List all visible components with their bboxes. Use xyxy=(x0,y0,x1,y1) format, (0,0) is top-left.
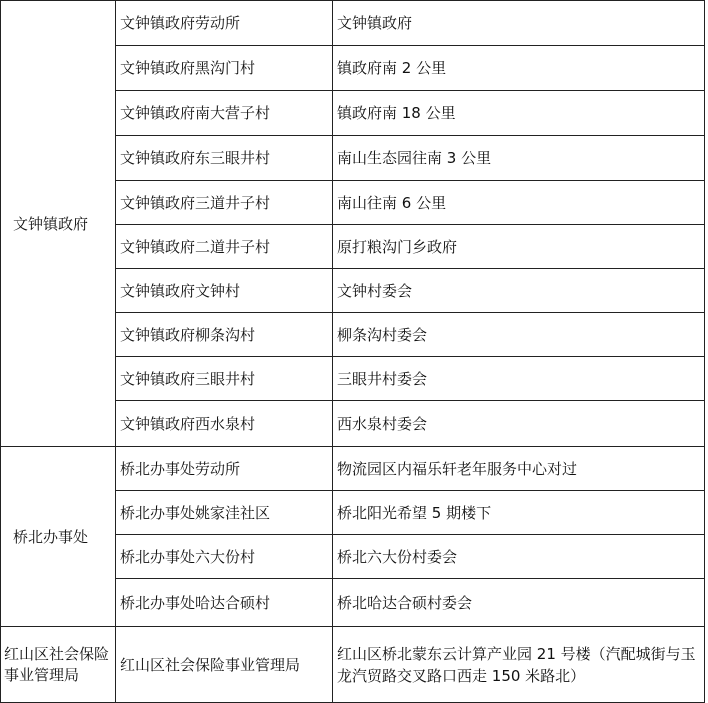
office-cell: 文钟镇政府西水泉村 xyxy=(116,401,333,447)
address-cell: 三眼井村委会 xyxy=(333,357,705,401)
address-cell: 桥北哈达合硕村委会 xyxy=(333,579,705,627)
organization-cell: 桥北办事处 xyxy=(1,447,116,627)
office-cell: 文钟镇政府东三眼井村 xyxy=(116,136,333,181)
office-cell: 文钟镇政府三道井子村 xyxy=(116,181,333,225)
address-cell: 南山往南 6 公里 xyxy=(333,181,705,225)
address-cell: 西水泉村委会 xyxy=(333,401,705,447)
office-cell: 文钟镇政府柳条沟村 xyxy=(116,313,333,357)
office-cell: 文钟镇政府黑沟门村 xyxy=(116,46,333,91)
office-cell: 桥北办事处姚家洼社区 xyxy=(116,491,333,535)
office-cell: 文钟镇政府劳动所 xyxy=(116,1,333,46)
office-cell: 桥北办事处六大份村 xyxy=(116,535,333,579)
address-cell: 桥北六大份村委会 xyxy=(333,535,705,579)
address-cell: 文钟镇政府 xyxy=(333,1,705,46)
table-row xyxy=(1,627,705,703)
table-row xyxy=(1,447,705,491)
address-cell: 红山区桥北蒙东云计算产业园 21 号楼（汽配城街与玉龙汽贸路交叉路口西走 150 米路北） xyxy=(333,627,705,703)
office-cell: 桥北办事处劳动所 xyxy=(116,447,333,491)
organization-cell: 文钟镇政府 xyxy=(1,1,116,447)
address-cell: 桥北阳光希望 5 期楼下 xyxy=(333,491,705,535)
office-cell: 文钟镇政府南大营子村 xyxy=(116,91,333,136)
address-cell: 镇政府南 18 公里 xyxy=(333,91,705,136)
office-cell: 红山区社会保险事业管理局 xyxy=(116,627,333,703)
address-cell: 原打粮沟门乡政府 xyxy=(333,225,705,269)
table-row xyxy=(1,1,705,46)
office-cell: 文钟镇政府文钟村 xyxy=(116,269,333,313)
address-cell: 镇政府南 2 公里 xyxy=(333,46,705,91)
office-cell: 文钟镇政府二道井子村 xyxy=(116,225,333,269)
office-cell: 桥北办事处哈达合硕村 xyxy=(116,579,333,627)
address-cell: 文钟村委会 xyxy=(333,269,705,313)
address-cell: 柳条沟村委会 xyxy=(333,313,705,357)
address-cell: 南山生态园往南 3 公里 xyxy=(333,136,705,181)
organization-cell: 红山区社会保险事业管理局 xyxy=(1,627,116,703)
office-cell: 文钟镇政府三眼井村 xyxy=(116,357,333,401)
address-cell: 物流园区内福乐轩老年服务中心对过 xyxy=(333,447,705,491)
